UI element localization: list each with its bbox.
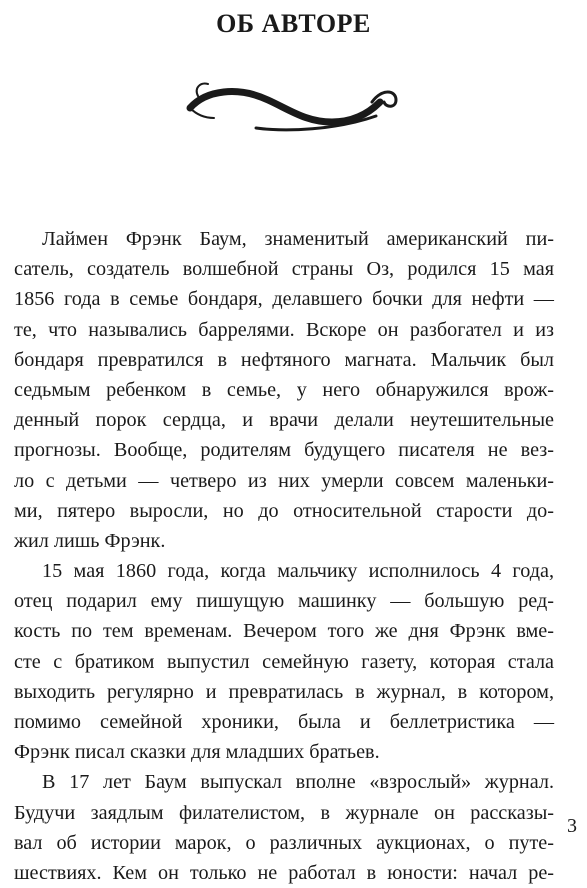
text-line: сатель, создатель волшебной страны Оз, родился 15 мая — [14, 258, 554, 281]
text-line: В 17 лет Баум выпускал вполне «взрослый» журнал. — [42, 771, 554, 794]
text-line: бондаря превратился в нефтяного магната. Мальчик был — [14, 348, 554, 371]
text-line: 15 мая 1860 года, когда мальчику исполнилось 4 года, — [42, 560, 554, 583]
text-line: 1856 года в семье бондаря, делавшего бочки для нефти — — [14, 288, 554, 311]
text-line: выходить регулярно и превратилась в журнал, в котором, — [14, 680, 554, 703]
text-line: ми, пятеро выросли, но до относительной старости до- — [14, 499, 554, 522]
text-line: Лаймен Фрэнк Баум, знаменитый американский пи- — [42, 228, 554, 250]
chapter-title: ОБ АВТОРЕ — [216, 9, 371, 38]
text-line: вал об истории марок, о различных аукционах, о путе- — [14, 831, 554, 854]
page-number: 3 — [567, 815, 577, 837]
text-line: отец подарил ему пишущую машинку — большую ред- — [14, 590, 554, 613]
text-line: сте с братиком выпустил семейную газету, которая стала — [14, 650, 554, 673]
text-line: седьмым ребенком в семье, у него обнаружился врож- — [14, 378, 554, 401]
text-line: ло с детьми — четверо из них умерли совсем маленьки- — [14, 469, 554, 492]
decorative-swirl-divider-icon — [186, 78, 400, 132]
text-line: помимо семейной хроники, была и беллетристика — — [14, 711, 554, 733]
text-line: Будучи заядлым филателистом, в журнале он рассказы- — [14, 801, 554, 824]
text-line: те, что назывались баррелями. Вскоре он разбогател и из — [14, 318, 554, 341]
text-line: шествиях. Кем он только не работал в юности: начал ре- — [14, 861, 554, 884]
text-line: кость по тем временам. Вечером того же дня Фрэнк вме- — [14, 620, 554, 643]
text-line: денный порок сердца, и врачи делали неутешительные — [14, 409, 554, 432]
text-line: прогнозы. Вообще, родителям будущего писателя не вез- — [14, 439, 554, 462]
body-text — [14, 224, 554, 888]
text-line: жил лишь Фрэнк. — [14, 529, 166, 552]
text-line: Фрэнк писал сказки для младших братьев. — [14, 741, 380, 764]
